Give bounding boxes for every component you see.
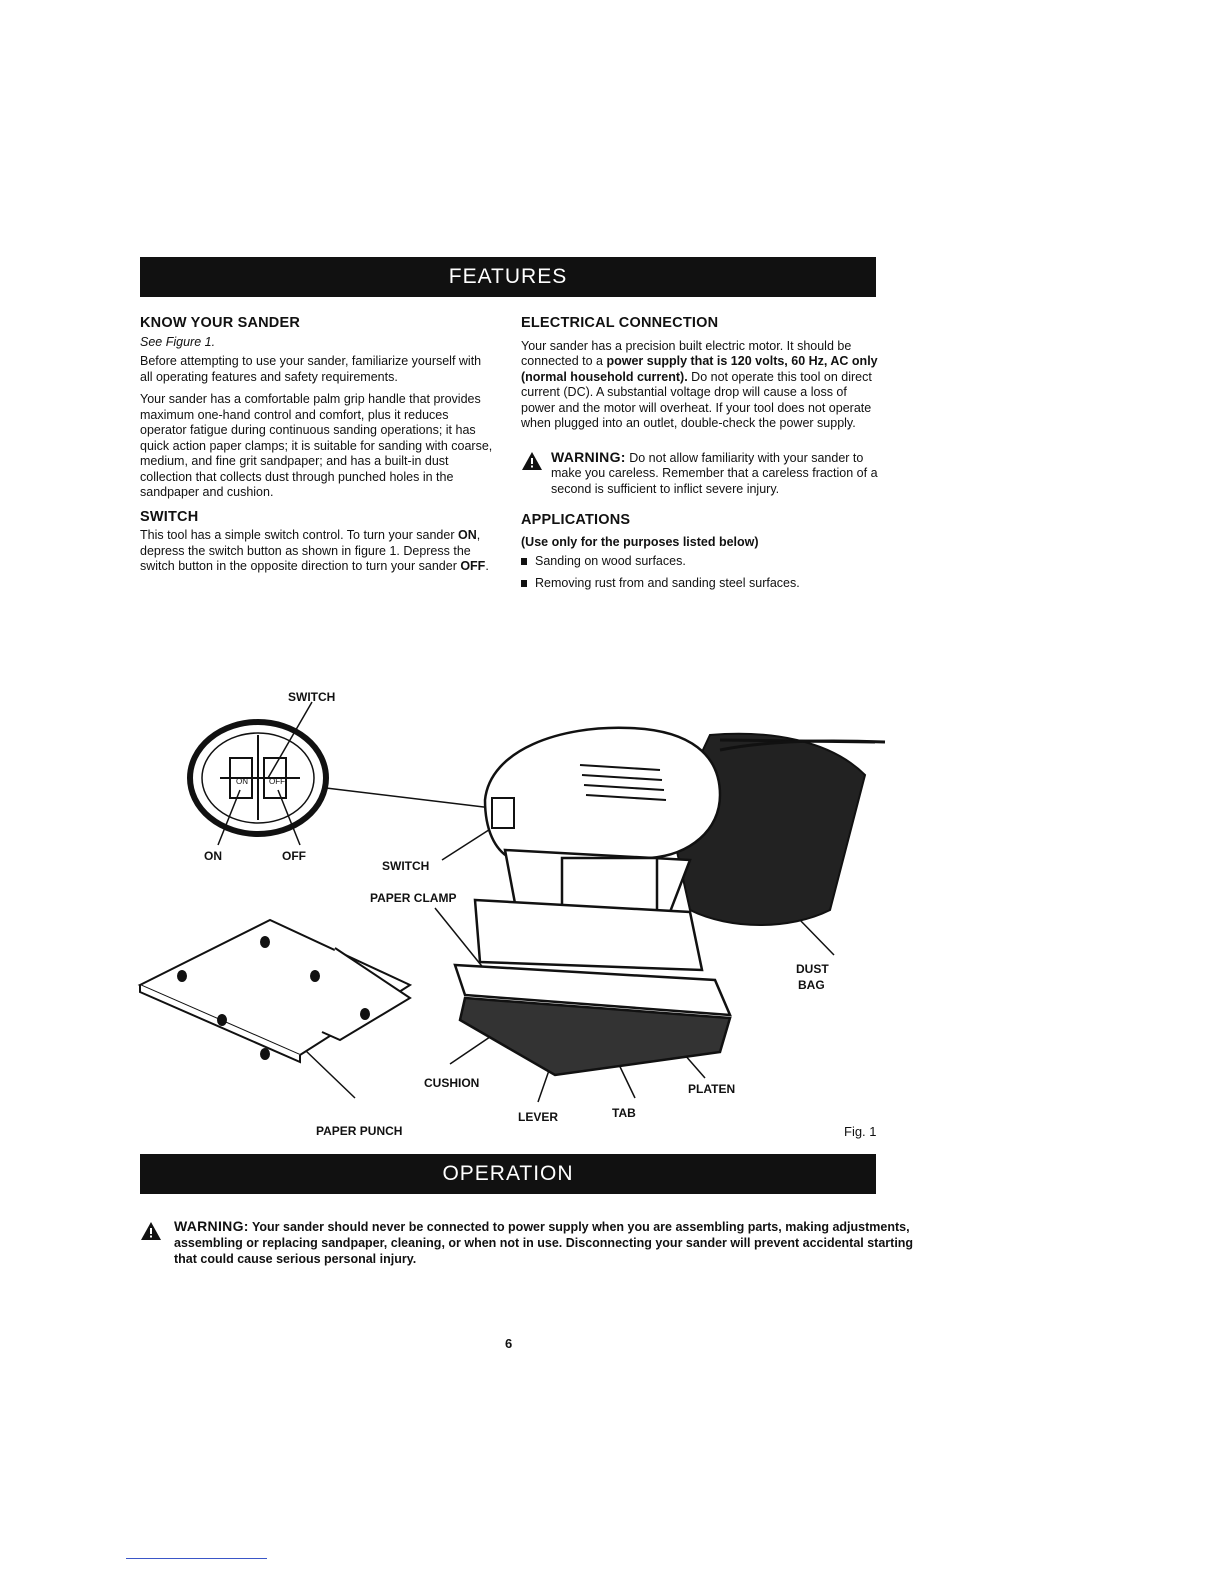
label-bag: BAG: [798, 978, 825, 992]
label-switch-mid: SWITCH: [382, 859, 430, 873]
label-paper-punch: PAPER PUNCH: [316, 1124, 403, 1138]
electrical-paragraph: [521, 339, 881, 432]
list-item: Sanding on wood surfaces.: [521, 554, 881, 570]
familiarity-warning: [521, 450, 881, 498]
label-paper-clamp: PAPER CLAMP: [370, 891, 457, 905]
electrical-power-spec: power supply that is 120 volts, 60 Hz, AC only (normal household current).: [521, 354, 878, 384]
figure-1: [130, 680, 890, 1150]
features-section-bar: [140, 257, 876, 297]
switch-off-word: OFF: [460, 559, 486, 573]
paper-punch-plate: [140, 920, 410, 1062]
list-item: Removing rust from and sanding steel surfaces.: [521, 576, 881, 592]
switch-text-2: , depress the switch button as shown in figure 1. Depress the switch button in the opposite direction to turn your sander: [140, 528, 481, 573]
switch-on-word: ON: [457, 528, 477, 542]
label-switch-top: SWITCH: [288, 690, 336, 704]
label-platen: PLATEN: [688, 1082, 736, 1096]
label-off: OFF: [282, 849, 306, 863]
switch-text-1: This tool has a simple switch control. To turn your sander: [140, 528, 458, 542]
footer-divider: [126, 1558, 267, 1559]
know-paragraph-2: Your sander has a comfortable palm grip handle that provides maximum one-hand control and comfort, plus it reduces operator fatigue during continuous sanding operations; it has quick action paper clamps; it is suitable for sanding with coarse, medium, and fine grit sandpaper; and has a built-in dust collection that collects dust through punched holes in the sandpaper and cushion.: [140, 392, 493, 499]
operation-title: OPERATION: [442, 1162, 574, 1185]
switch-heading: SWITCH: [140, 508, 199, 525]
right-column: [521, 316, 881, 597]
sander-illustration: [130, 680, 890, 1150]
label-cushion: CUSHION: [424, 1076, 480, 1090]
know-paragraph-1: Before attempting to use your sander, familiarize yourself with all operating features and safety requirements.: [140, 354, 482, 384]
label-lever: LEVER: [518, 1110, 559, 1124]
electrical-heading: ELECTRICAL CONNECTION: [521, 315, 719, 331]
features-title: FEATURES: [448, 265, 568, 288]
warning-label: WARNING:: [551, 448, 626, 465]
know-your-sander-heading: KNOW YOUR SANDER: [140, 315, 301, 331]
figure-caption: Fig. 1: [844, 1124, 877, 1139]
warning-triangle-icon: [140, 1221, 162, 1241]
electrical-text-1: Your sander has a precision built electric motor. It should be connected to a: [521, 338, 852, 368]
label-on: ON: [204, 849, 222, 863]
applications-subheading: (Use only for the purposes listed below): [521, 534, 759, 549]
operation-warning-text: Your sander should never be connected to power supply when you are assembling parts, making adjustments, assembling or replacing sandpaper, cleaning, or when not in use. Disconnecting your sander will prevent accidental starting that could cause serious personal injury.: [174, 1220, 914, 1266]
switch-closeup: [190, 722, 326, 834]
switch-on-mark: ON: [236, 777, 248, 786]
applications-heading: APPLICATIONS: [521, 512, 631, 528]
switch-off-mark: OFF: [269, 777, 285, 786]
switch-paragraph: [140, 528, 495, 575]
label-tab: TAB: [612, 1106, 636, 1120]
see-figure-note: See Figure 1.: [140, 334, 216, 349]
page-number: 6: [505, 1336, 513, 1351]
label-dust: DUST: [796, 962, 829, 976]
operation-section-bar: [140, 1154, 876, 1194]
operation-warning: [140, 1218, 914, 1267]
switch-text-3: .: [485, 559, 489, 573]
operation-warning-label: WARNING:: [174, 1218, 249, 1234]
electrical-text-2: Do not operate this tool on direct current (DC). A substantial voltage drop will cause a loss of power and the motor will overheat. If your tool does not operate when plugged into an outlet, double-check the power supply.: [521, 369, 872, 430]
warning-triangle-icon: [521, 451, 543, 471]
left-column: [140, 316, 495, 582]
warning-text: Do not allow familiarity with your sander to make you careless. Remember that a careless fraction of a second is sufficient to inflict severe injury.: [551, 450, 878, 496]
